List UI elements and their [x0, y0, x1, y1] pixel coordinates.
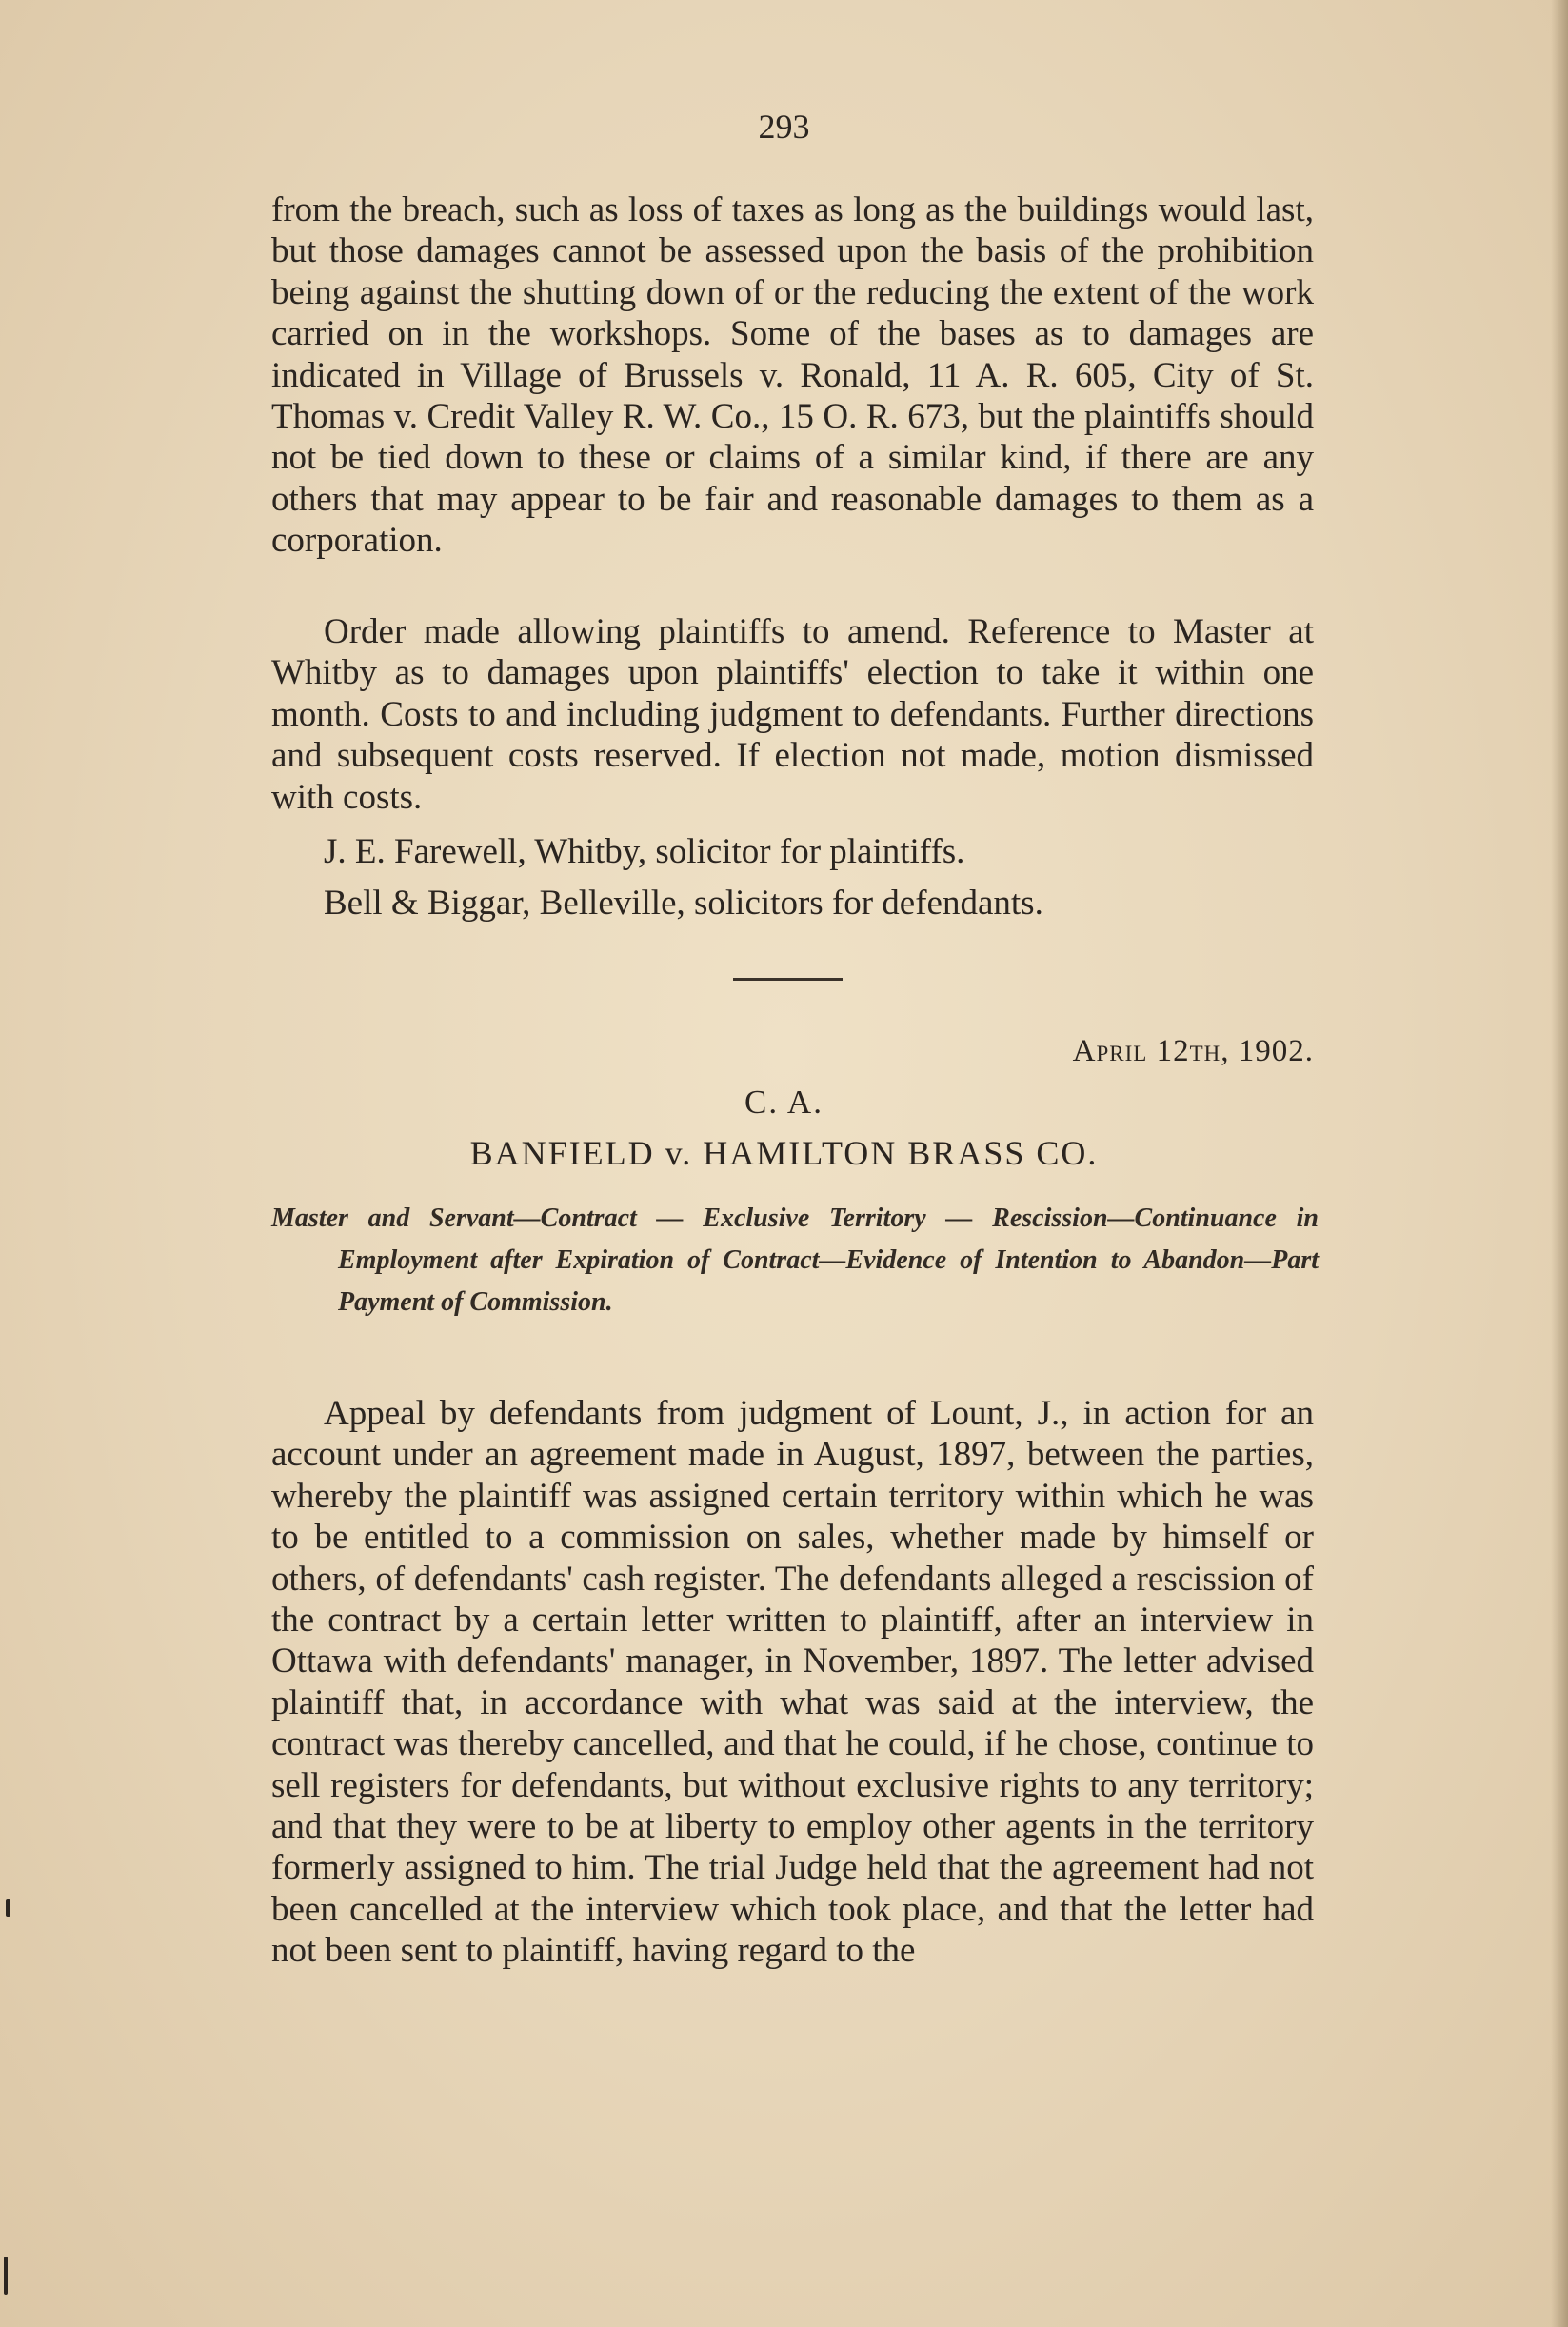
solicitor-defendants: Bell & Biggar, Belleville, solicitors for defendants. — [324, 884, 1043, 923]
solicitors — [271, 831, 1314, 924]
solicitor-plaintiffs: J. E. Farewell, Whitby, solicitor for plaintiffs. — [324, 832, 965, 871]
headnote: Master and Servant—Contract — Exclusive Territory — Rescission—Continuance in Employment after Expiration of Contract—Evidence of Intention to Abandon—Part Payment of Commission. — [271, 1203, 1319, 1317]
paragraph-damages — [271, 189, 1314, 562]
margin-mark — [6, 1899, 10, 1917]
paragraph-text: Order made allowing plaintiffs to amend. Reference to Master at Whitby as to damages upon plaintiffs' election to take it within one month. Costs to and including judgment to defendants. Further directions and subsequent costs reserved. If election not made, motion dismissed with costs. — [271, 612, 1314, 817]
page-number: 293 — [758, 108, 810, 146]
margin-mark — [4, 2257, 8, 2295]
court-abbreviation: C. A. — [744, 1084, 824, 1121]
section-divider — [733, 978, 843, 981]
paragraph-text: from the breach, such as loss of taxes as long as the buildings would last, but those damages cannot be assessed upon the basis of the prohibition being against the shutting down of or the reducing the extent of the work carried on in the workshops. Some of the bases as to damages are indicated in Village of Brussels v. Ronald, 11 A. R. 605, City of St. Thomas v. Credit Valley R. W. Co., 15 O. R. 673, but the plaintiffs should not be tied down to these or claims of a similar kind, if there are any others that may appear to be fair and reasonable damages to them as a corporation. — [271, 190, 1314, 561]
case-title: BANFIELD v. HAMILTON BRASS CO. — [469, 1134, 1099, 1172]
decision-date: April 12th, 1902. — [1072, 1034, 1314, 1068]
paragraph-text: Appeal by defendants from judgment of Lount, J., in action for an account under an agreement made in August, 1897, between the parties, whereby the plaintiff was assigned certain territory within which he was to be entitled to a commission on sales, whether made by himself or others, of defendants' cash register. The defendants alleged a rescission of the contract by a certain letter written to plaintiff, after an interview in Ottawa with defendants' manager, in November, 1897. The letter advised plaintiff that, in accordance with what was said at the interview, the contract was thereby cancelled, and that he could, if he chose, continue to sell registers for defendants, but without exclusive rights to any territory; and that they were to be at liberty to employ other agents in the territory formerly assigned to him. The trial Judge held that the agreement had not been cancelled at the interview which took place, and that the letter had not been sent to plaintiff, having regard to the — [271, 1394, 1314, 1971]
paragraph-order — [271, 611, 1314, 818]
paragraph-appeal — [271, 1393, 1314, 1972]
